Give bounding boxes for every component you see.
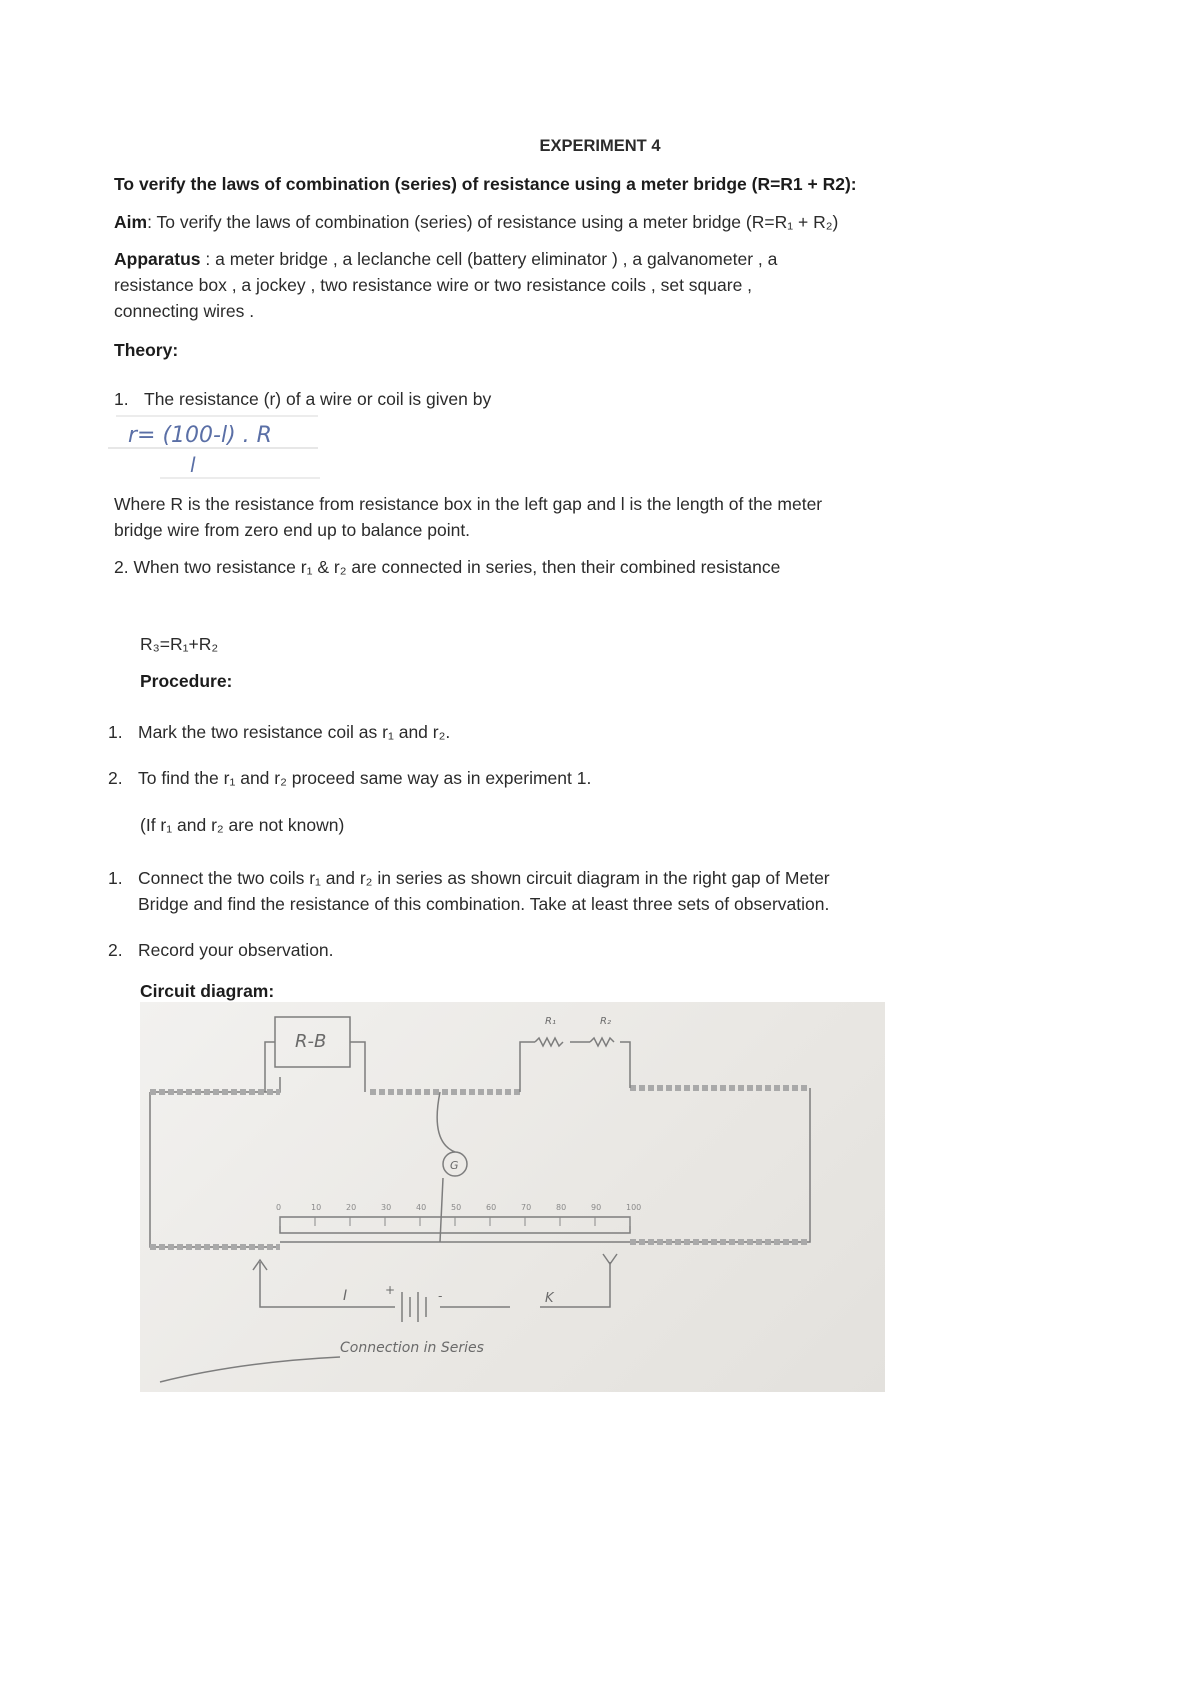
step-4-text: Record your observation. [138,940,334,960]
step-2-text: To find the r₁ and r₂ proceed same way as in experiment 1. [138,768,592,788]
formula-handwriting: r= (100-l) . R [128,423,272,448]
r2-coil [590,1038,614,1046]
procedure-step-4 [108,940,334,961]
circuit-diagram [140,1002,885,1392]
plus-label: + [385,1283,396,1297]
experiment-subtitle: To verify the laws of combination (series) of resistance using a meter bridge (R=R1 + R2): [114,174,857,194]
scale-tick-label: 70 [521,1203,532,1212]
galvanometer-label: G [450,1159,459,1172]
scale-tick-label: 30 [381,1203,392,1212]
key-label: K [545,1291,554,1306]
scale-tick-label: 10 [311,1203,322,1212]
caption-underline [160,1357,340,1382]
scale-tick-label: 0 [276,1203,282,1212]
procedure-step-1 [108,722,450,743]
procedure-step-2-note: (If r₁ and r₂ are not known) [140,815,345,835]
apparatus-line-2: resistance box , a jockey , two resistance wire or two resistance coils , set square , [114,275,753,295]
step-1-text: Mark the two resistance coil as r₁ and r₂. [138,722,451,742]
theory-item-1-text: The resistance (r) of a wire or coil is given by [144,389,492,409]
formula-denominator: l [190,453,196,477]
cell-label: I [343,1288,348,1304]
scale-tick-label: 100 [626,1203,642,1212]
resistance-box-label: R-B [295,1031,327,1052]
apparatus-line-1: : a meter bridge , a leclanche cell (battery eliminator ) , a galvanometer , a [200,249,778,269]
scale-tick-label: 90 [591,1203,602,1212]
left-frame [150,1077,280,1247]
theory-item-2: 2. When two resistance r₁ & r₂ are connected in series, then their combined resistance [114,557,781,577]
procedure-step-2 [108,768,591,789]
r2-label: R₂ [600,1016,611,1027]
step-2-number: 2. [108,768,123,788]
handwritten-formula [108,410,323,482]
galvanometer-lead [437,1092,455,1152]
coil-wire [520,1042,630,1092]
scale-tick-label: 20 [346,1203,357,1212]
step-4-number: 2. [108,940,123,960]
where-line-2: bridge wire from zero end up to balance point. [114,520,471,540]
cell-plates [402,1292,426,1322]
procedure-heading: Procedure: [140,671,233,691]
circuit-heading: Circuit diagram: [140,981,275,1001]
theory-item-1-number: 1. [114,389,129,409]
scale-ticks [276,1203,641,1226]
apparatus-line-3: connecting wires . [114,301,255,321]
step-3-number: 1. [108,868,123,888]
theory-where-paragraph [114,491,822,543]
series-result-formula: R₃=R₁+R₂ [140,634,219,654]
theory-heading: Theory: [114,340,179,360]
apparatus-label: Apparatus [114,249,201,269]
scale-tick-label: 60 [486,1203,497,1212]
box-wire-left [265,1042,275,1092]
aim-label: Aim [114,212,148,232]
r1-label: R₁ [545,1016,556,1027]
step-3-line-1: Connect the two coils r₁ and r₂ in series as shown circuit diagram in the right gap of Meter [138,868,830,888]
page-title: EXPERIMENT 4 [539,137,661,155]
battery-circuit [260,1262,610,1307]
scale-tick-label: 50 [451,1203,462,1212]
aim-paragraph [114,209,838,235]
box-wire-right [350,1042,365,1092]
circuit-caption: Connection in Series [340,1340,484,1356]
scale-tick-label: 80 [556,1203,567,1212]
right-frame [630,1088,810,1242]
step-1-number: 1. [108,722,123,742]
where-line-1: Where R is the resistance from resistance box in the left gap and l is the length of the meter [114,494,823,514]
scale-tick-label: 40 [416,1203,427,1212]
minus-label: - [438,1289,443,1303]
theory-item-1 [114,389,491,410]
circuit-diagram-photo [140,1002,885,1392]
procedure-step-3 [108,865,830,917]
r1-coil [535,1038,563,1046]
aim-text: : To verify the laws of combination (series) of resistance using a meter bridge (R=R₁ + R₂) [147,212,839,232]
apparatus-paragraph [114,246,1014,324]
step-3-line-2: Bridge and find the resistance of this combination. Take at least three sets of observation. [138,894,830,914]
